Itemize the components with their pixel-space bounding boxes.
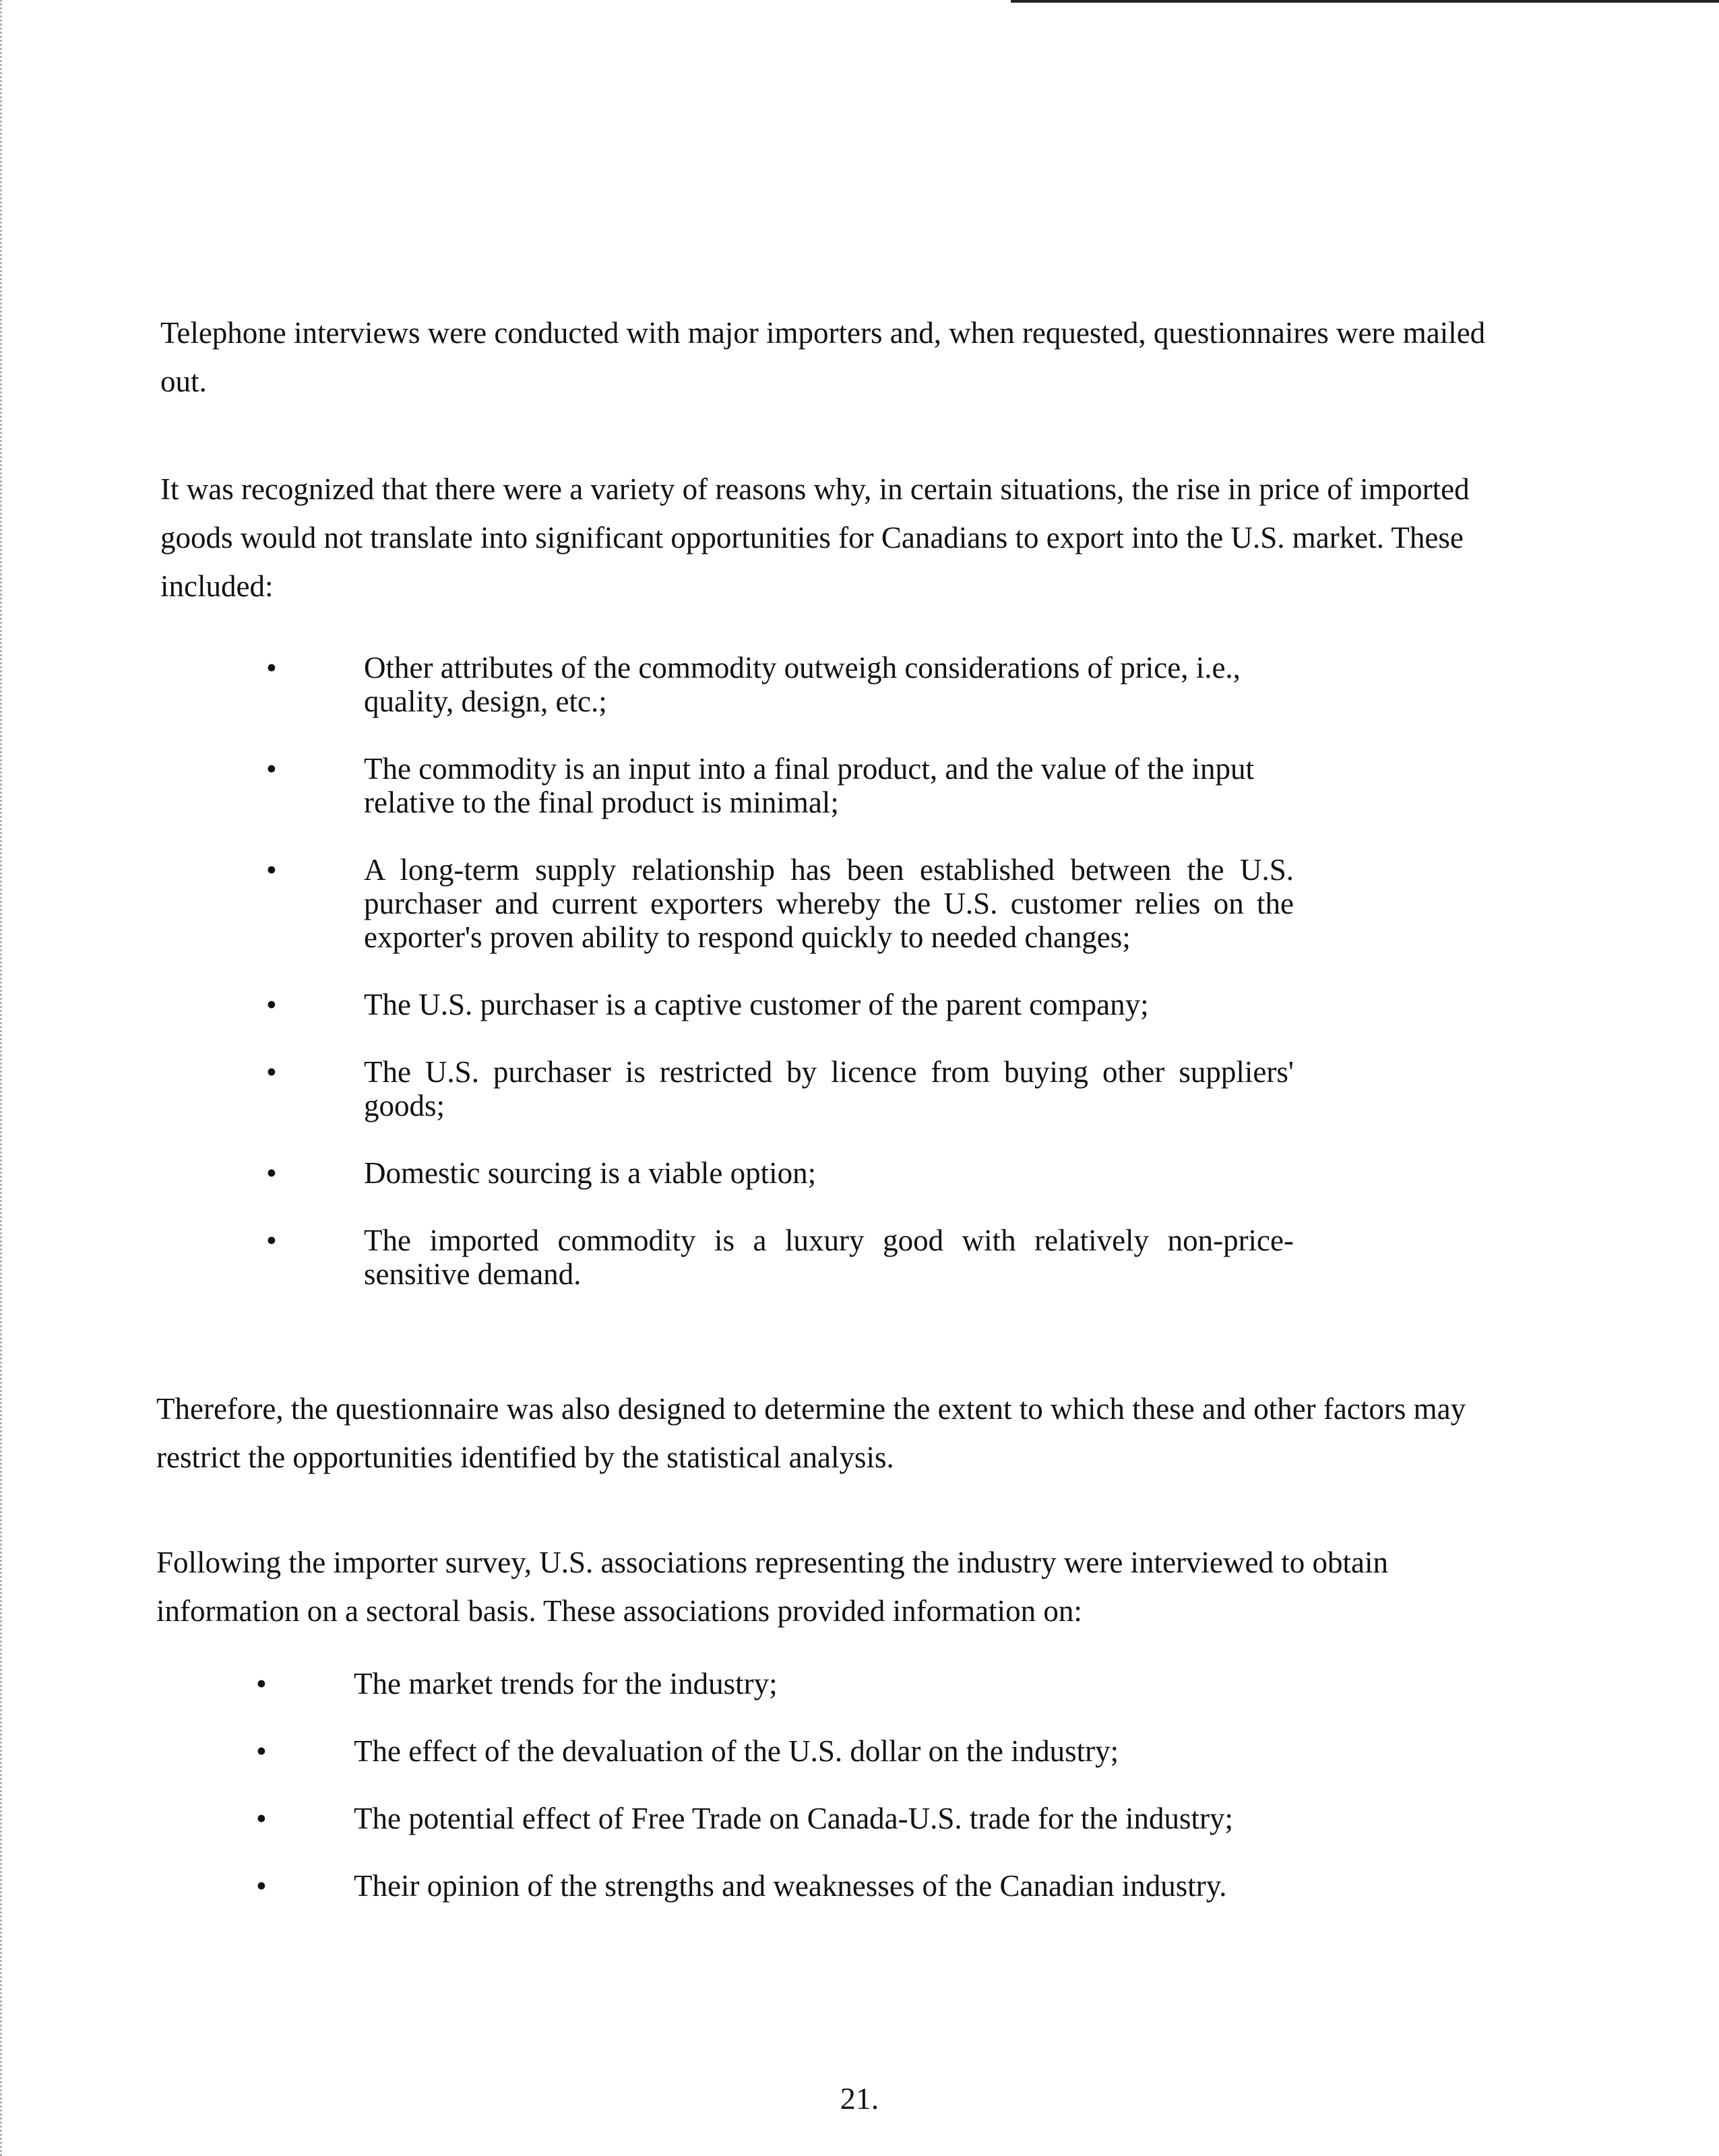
list-item: • Domestic sourcing is a viable option; (266, 1156, 817, 1190)
list-item: • Their opinion of the strengths and weaknesses of the Canadian industry. (256, 1869, 1227, 1903)
bullet-icon: • (266, 1156, 277, 1190)
bullet-icon: • (266, 988, 277, 1021)
list-item: • The market trends for the industry; (256, 1667, 778, 1701)
list-item: • The U.S. purchaser is restricted by licence from buying other suppliers' goods; (266, 1055, 1294, 1122)
list-item: • The potential effect of Free Trade on Canada-U.S. trade for the industry; (256, 1802, 1234, 1835)
paragraph-associations-intro: Following the importer survey, U.S. associations representing the industry were interviewed to obtain information on a sectoral basis. These associations provided information on: (156, 1546, 1388, 1628)
bullet-icon: • (256, 1869, 267, 1903)
bullet-icon: • (256, 1734, 267, 1768)
bullet-icon: • (266, 1055, 277, 1089)
list-item: • The commodity is an input into a final product, and the value of the input relative to the final product is minimal; (266, 752, 1254, 819)
bullet-icon: • (256, 1667, 267, 1701)
list-item: • A long-term supply relationship has been established between the U.S. purchaser and current exporters whereby the U.S. customer relies on the exporter's proven ability to respond quickly to needed changes; (266, 853, 1294, 954)
list-item: • The imported commodity is a luxury good with relatively non-price-sensitive demand. (266, 1224, 1294, 1291)
associations-list (239, 1667, 1284, 1936)
bullet-icon: • (266, 752, 277, 786)
paragraph-therefore: Therefore, the questionnaire was also designed to determine the extent to which these and other factors may restrict the opportunities identified by the statistical analysis. (156, 1392, 1466, 1474)
list-item: • Other attributes of the commodity outweigh considerations of price, i.e., quality, design, etc.; (266, 651, 1241, 718)
bullet-icon: • (266, 853, 277, 887)
page-number: 21. (840, 2081, 879, 2116)
paragraph-telephone-interviews: Telephone interviews were conducted with major importers and, when requested, questionnaires were mailed out. (160, 316, 1486, 398)
list-item: • The U.S. purchaser is a captive customer of the parent company; (266, 988, 1149, 1021)
scan-edge (0, 0, 2, 2156)
bullet-icon: • (266, 1224, 277, 1257)
bullet-icon: • (266, 651, 277, 685)
top-rule (1011, 0, 1719, 3)
paragraph-reasons-intro: It was recognized that there were a variety of reasons why, in certain situations, the rise in price of imported goods would not translate into significant opportunities for Canadians to export into the U.S. market. These included: (160, 472, 1470, 603)
list-item: • The effect of the devaluation of the U.S. dollar on the industry; (256, 1734, 1119, 1768)
bullet-icon: • (256, 1802, 267, 1835)
reasons-list (249, 651, 1294, 1325)
